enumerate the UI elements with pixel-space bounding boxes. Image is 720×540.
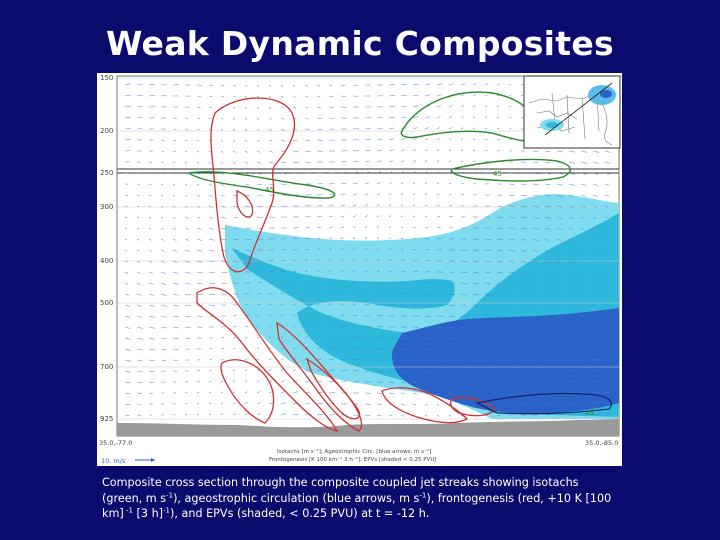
caption-part-3: ), frontogenesis (red, +10 K [100 km]	[102, 491, 612, 520]
caption-part-2: ), ageostrophic circulation (blue arrows, m s	[173, 491, 420, 505]
y-tick-label: 250	[100, 169, 114, 177]
y-tick-label: 200	[100, 127, 114, 135]
caption-sup-3: -1	[123, 506, 133, 515]
y-axis	[100, 74, 113, 423]
figure-footer-line-1: Isotachs [m s⁻¹]; Ageostrophic Circ. [blue arrows, m s⁻¹]	[277, 449, 432, 455]
y-tick-label: 400	[100, 257, 114, 265]
caption-part-1: Composite cross section through the composite coupled jet streaks showing isotachs (green, m s	[102, 476, 579, 505]
caption-part-4: [3 h]	[132, 507, 164, 520]
y-tick-label: 300	[100, 203, 114, 211]
x-left-label: 35.0,-77.0	[99, 439, 133, 447]
caption-sup-2: -1	[419, 490, 427, 499]
reference-arrow-label: 10. m/s	[101, 457, 126, 465]
figure-caption	[102, 475, 622, 522]
x-right-label: 35.0,-85.0	[585, 439, 619, 447]
reference-arrow	[101, 457, 155, 465]
inset-map	[524, 76, 620, 148]
figure-footer-line-2: Frontogenesis [K 100 km⁻¹ 3 h⁻¹]; EPVs [shaded < 0.25 PVU]	[269, 457, 437, 463]
isotach-label: 45	[585, 409, 594, 417]
caption-sup-4: -1	[163, 506, 171, 515]
isotach-label: 45	[265, 186, 274, 194]
y-tick-label: 925	[100, 415, 114, 423]
y-tick-label: 150	[100, 74, 114, 82]
slide-title: Weak Dynamic Composites	[106, 24, 614, 63]
caption-sup-1: -1	[166, 490, 174, 499]
y-tick-label: 700	[100, 363, 114, 371]
caption-part-5: ), and EPVs (shaded, < 0.25 PVU) at t = -12 h.	[170, 507, 430, 520]
inset-epv-core-2	[546, 122, 558, 128]
isotach-label: 45	[493, 170, 502, 178]
cross-section-figure	[97, 73, 622, 466]
cross-section-plot	[97, 73, 622, 466]
y-tick-label: 500	[100, 299, 114, 307]
